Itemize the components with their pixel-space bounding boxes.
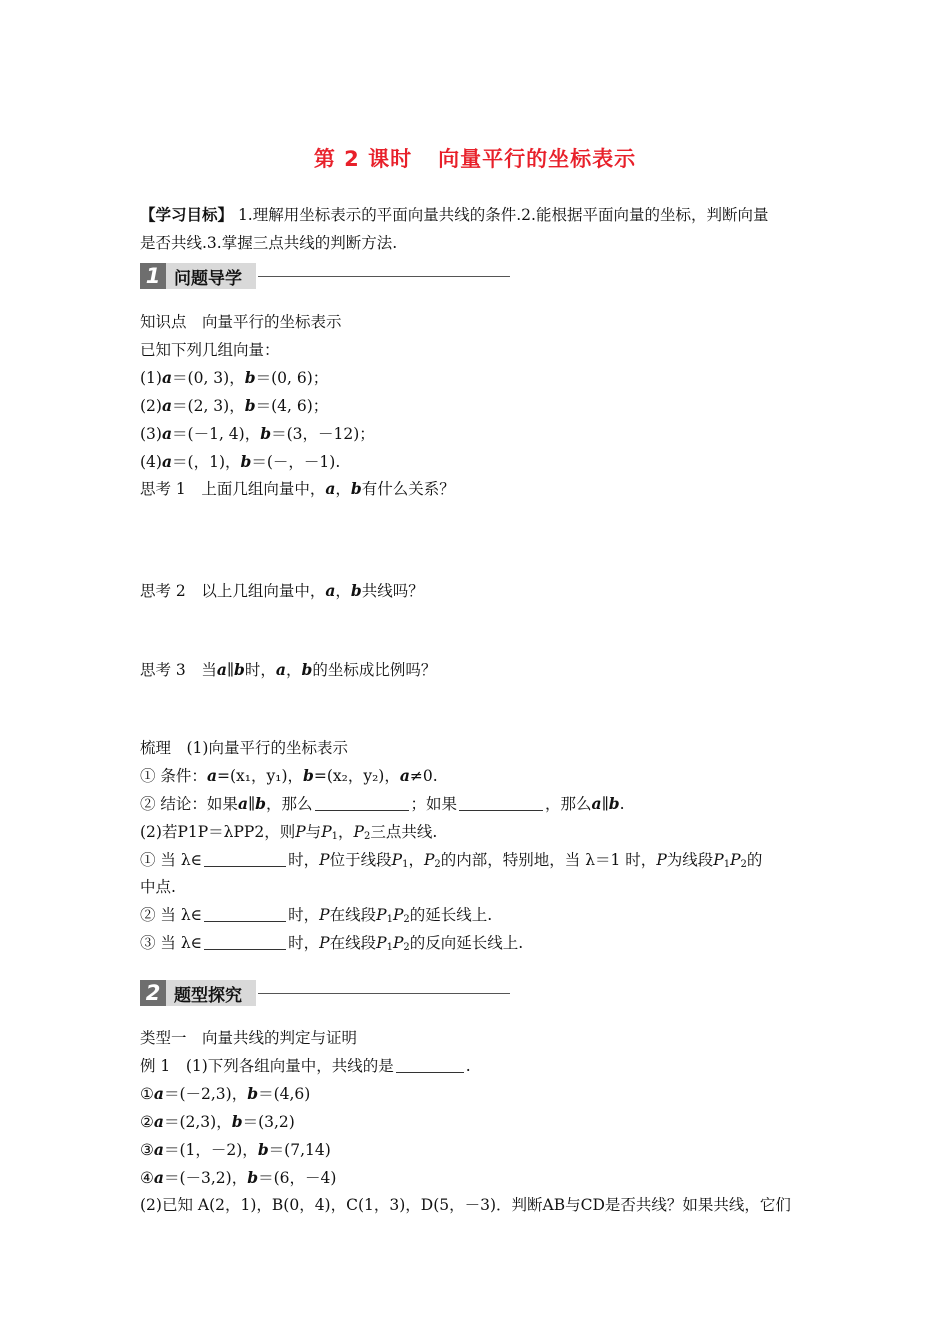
knowledge-intro: 已知下列几组向量：	[140, 341, 280, 359]
summary-condition: ① 条件：a=(x₁，y₁)，b=(x₂，y₂)，a≠0.	[140, 766, 438, 785]
case-1: ① 当 λ∈ 时，P位于线段$P_1$，$P_2$的内部，特别地，当 λ＝1 时，P为线段$P_1P_2$的	[140, 851, 763, 870]
option-4: ④a＝(－3,2)，b＝(6，－4)	[140, 1168, 337, 1187]
summary-heading: 梳理 (1)向量平行的坐标表示	[140, 739, 348, 757]
think-question-2: 思考 2 以上几组向量中，a，b共线吗？	[140, 581, 424, 600]
lesson-number: 第 2 课时	[313, 147, 413, 171]
fill-blank[interactable]	[204, 852, 286, 867]
fill-blank[interactable]	[459, 796, 543, 811]
section-number-badge: 2	[140, 980, 166, 1006]
type1-heading: 类型一 向量共线的判定与证明	[140, 1029, 358, 1047]
learning-goals-line2: 是否共线.3.掌握三点共线的判断方法.	[140, 234, 398, 252]
section-divider	[258, 993, 510, 994]
learning-goals-line1	[140, 204, 768, 226]
think-question-3: 思考 3 当a∥b时，a，b的坐标成比例吗？	[140, 660, 437, 679]
section-question-types	[140, 980, 510, 1006]
option-3: ③a＝(1，－2)，b＝(7,14)	[140, 1140, 331, 1159]
case-2: ② 当 λ∈ 时，P在线段$P_1P_2$的延长线上.	[140, 906, 493, 925]
three-points-statement: (2)若P1P＝λPP2，则P与$P_1$，$P_2$三点共线.	[140, 823, 438, 842]
vector-group-4: (4)a＝(，1)，b＝(－，－1).	[140, 452, 341, 471]
fill-blank[interactable]	[396, 1058, 464, 1073]
knowledge-heading: 知识点 向量平行的坐标表示	[140, 313, 342, 331]
option-1: ①a＝(－2,3)，b＝(4,6)	[140, 1084, 311, 1103]
vector-group-1: (1)a＝(0, 3)，b＝(0, 6)；	[140, 368, 329, 387]
think-question-1: 思考 1 上面几组向量中，a，b有什么关系？	[140, 479, 455, 498]
section-title: 题型探究	[166, 980, 256, 1006]
case-1-line2: 中点.	[140, 878, 176, 896]
lesson-topic: 向量平行的坐标表示	[438, 147, 637, 171]
summary-conclusion: ② 结论：如果a∥b，那么 ；如果 ，那么a∥b.	[140, 794, 625, 813]
section-title: 问题导学	[166, 263, 256, 289]
fill-blank[interactable]	[204, 907, 286, 922]
section-divider	[258, 276, 510, 277]
example-1-part2: (2)已知 A(2，1)，B(0，4)，C(1，3)，D(5，－3)．判断AB与CD是否共线？如果共线，它们	[140, 1196, 791, 1214]
section-number-badge: 1	[140, 263, 166, 289]
fill-blank[interactable]	[204, 935, 286, 950]
learning-goals-label: 【学习目标】	[140, 205, 234, 224]
fill-blank[interactable]	[315, 796, 409, 811]
option-2: ②a＝(2,3)，b＝(3,2)	[140, 1112, 295, 1131]
vector-group-3: (3)a＝(－1, 4)，b＝(3，－12)；	[140, 424, 375, 443]
section-problem-guide	[140, 263, 510, 289]
case-3: ③ 当 λ∈ 时，P在线段$P_1P_2$的反向延长线上.	[140, 934, 524, 953]
vector-group-2: (2)a＝(2, 3)，b＝(4, 6)；	[140, 396, 329, 415]
lesson-title	[0, 143, 950, 173]
example-1: 例 1 (1)下列各组向量中，共线的是 .	[140, 1057, 471, 1075]
learning-goals-text1: 1.理解用坐标表示的平面向量共线的条件.2.能根据平面向量的坐标，判断向量	[233, 206, 769, 224]
